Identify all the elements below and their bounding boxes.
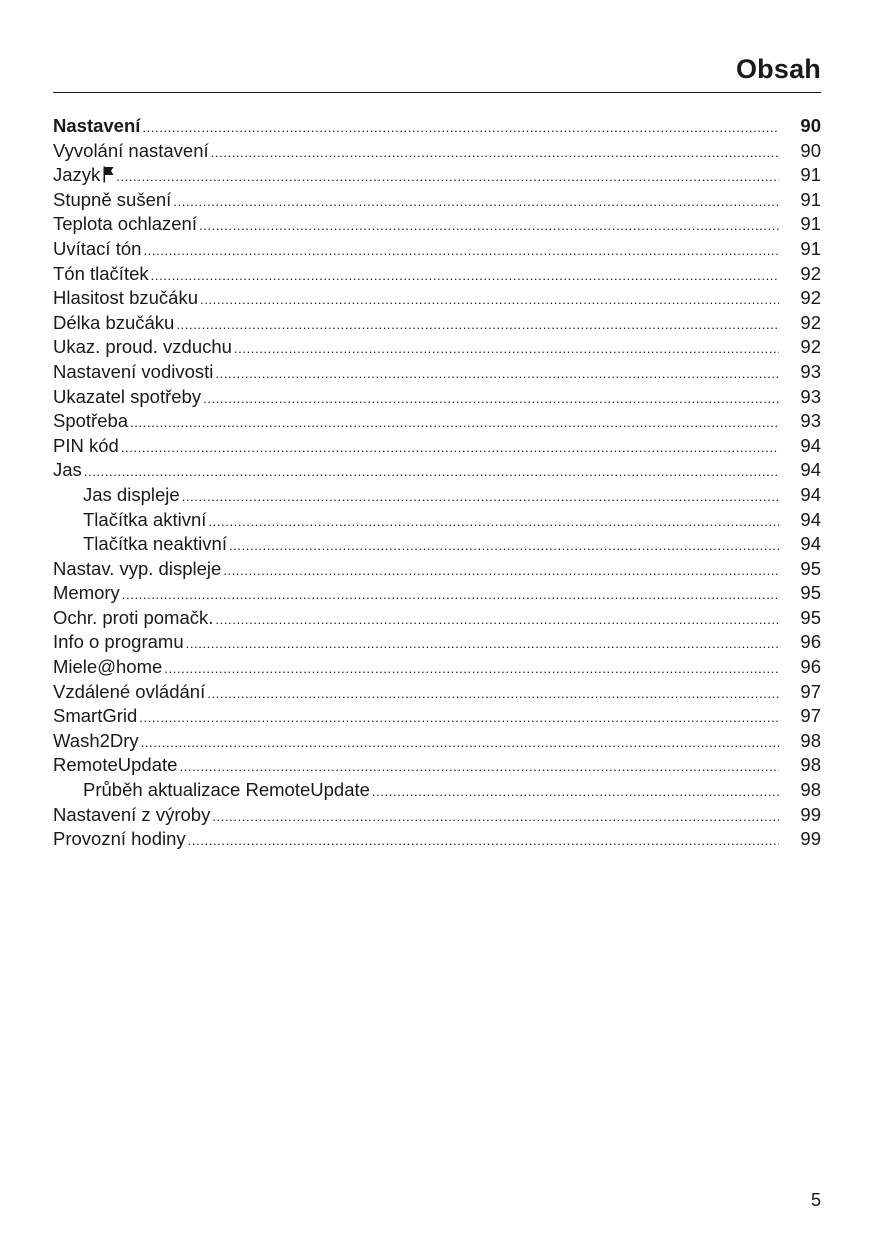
toc-entry[interactable] <box>53 532 821 557</box>
toc-entry-page: 93 <box>800 360 821 382</box>
toc-entry-page: 93 <box>800 410 821 432</box>
toc-entry-text: PIN kód <box>53 434 119 456</box>
toc-leader-dots <box>176 313 779 338</box>
toc-entry-text: Teplota ochlazení <box>53 213 197 235</box>
toc-entry-text: Jas <box>53 459 82 481</box>
toc-entry-page: 95 <box>800 582 821 604</box>
toc-entry-text: Wash2Dry <box>53 729 139 751</box>
toc-entry-label <box>53 680 205 705</box>
toc-entry-label <box>53 753 177 778</box>
toc-leader-dots <box>139 706 779 731</box>
toc-entry-text: Nastavení <box>53 115 141 136</box>
toc-leader-dots <box>203 387 779 412</box>
toc-entry-page: 99 <box>800 803 821 825</box>
toc-leader-dots <box>164 657 779 682</box>
toc-entry-page: 90 <box>800 139 821 161</box>
toc-entry-text: Délka bzučáku <box>53 311 175 333</box>
toc-entry-text: Tlačítka aktivní <box>83 508 207 530</box>
toc-entry[interactable] <box>53 655 821 680</box>
toc-leader-dots <box>208 510 779 535</box>
toc-entry-label <box>53 606 213 631</box>
toc-entry[interactable] <box>53 311 821 336</box>
toc-entry-page: 94 <box>800 483 821 505</box>
toc-entry-label <box>53 311 174 336</box>
toc-entry-page: 94 <box>800 434 821 456</box>
toc-leader-dots <box>151 264 779 289</box>
toc-entry-page: 96 <box>800 631 821 653</box>
toc-leader-dots <box>179 755 779 780</box>
toc-leader-dots <box>234 337 779 362</box>
toc-leader-dots <box>142 116 779 141</box>
toc-entry-label <box>53 630 184 655</box>
toc-leader-dots <box>372 780 779 805</box>
toc-entry[interactable] <box>53 606 821 631</box>
toc-entry-label <box>53 212 197 237</box>
toc-entry-label <box>53 655 162 680</box>
page-title: Obsah <box>735 54 821 84</box>
toc-entry-page: 95 <box>800 606 821 628</box>
toc-entry[interactable] <box>53 385 821 410</box>
page-header <box>53 50 821 93</box>
page-number: 5 <box>810 1190 821 1210</box>
toc-entry-text: Průběh aktualizace RemoteUpdate <box>83 779 370 801</box>
toc-entry-page: 91 <box>800 188 821 210</box>
toc-entry[interactable] <box>53 508 821 533</box>
toc-entry-label <box>53 532 227 557</box>
toc-entry-page: 94 <box>800 459 821 481</box>
toc-entry-page: 92 <box>800 287 821 309</box>
toc-entry-label <box>53 360 213 385</box>
toc-leader-dots <box>188 829 779 854</box>
toc-leader-dots <box>143 239 779 264</box>
toc-entry-text: Provozní hodiny <box>53 828 186 850</box>
toc-entry-page: 97 <box>800 705 821 727</box>
toc-entry-page: 91 <box>800 213 821 235</box>
toc-entry-text: Nastav. vyp. displeje <box>53 557 222 579</box>
toc-entry[interactable] <box>53 114 821 139</box>
toc-leader-dots <box>182 485 779 510</box>
toc-leader-dots <box>84 460 779 485</box>
toc-entry[interactable] <box>53 237 821 262</box>
toc-entry-page: 92 <box>800 262 821 284</box>
toc-entry-text: Ukaz. proud. vzduchu <box>53 336 232 358</box>
toc-entry-label <box>53 188 171 213</box>
toc-entry-label <box>53 385 201 410</box>
toc-entry[interactable] <box>53 630 821 655</box>
toc-entry-text: Ochr. proti pomačk. <box>53 606 214 628</box>
toc-leader-dots <box>211 141 779 166</box>
toc-entry-text: SmartGrid <box>53 705 138 727</box>
toc-leader-dots <box>215 362 779 387</box>
toc-entry-text: Jazyk <box>53 164 101 186</box>
toc-leader-dots <box>223 559 779 584</box>
toc-entry-text: Vyvolání nastavení <box>53 139 209 161</box>
toc-entry[interactable] <box>53 680 821 705</box>
toc-entry-label <box>53 335 232 360</box>
toc-entry[interactable] <box>53 557 821 582</box>
toc-entry-text: Tlačítka neaktivní <box>83 533 227 555</box>
toc-entry-text: Nastavení vodivosti <box>53 360 214 382</box>
toc-entry-text: Info o programu <box>53 631 184 653</box>
toc-entry-text: Memory <box>53 582 120 604</box>
toc-entry-label <box>53 729 139 754</box>
toc-entry-page: 92 <box>800 336 821 358</box>
toc-entry-page: 97 <box>800 680 821 702</box>
toc-entry-label <box>53 483 180 508</box>
toc-entry-page: 91 <box>800 237 821 259</box>
toc-leader-dots <box>199 214 779 239</box>
table-of-contents <box>53 114 821 852</box>
toc-entry-label <box>53 409 128 434</box>
toc-entry-page: 96 <box>800 656 821 678</box>
toc-leader-dots <box>186 632 779 657</box>
toc-entry-text: RemoteUpdate <box>53 754 178 776</box>
toc-entry-label <box>53 139 209 164</box>
toc-entry-label <box>53 237 141 262</box>
toc-entry[interactable] <box>53 360 821 385</box>
toc-entry[interactable] <box>53 803 821 828</box>
toc-entry-text: Hlasitost bzučáku <box>53 287 198 309</box>
toc-entry[interactable] <box>53 581 821 606</box>
toc-entry-label <box>53 704 137 729</box>
toc-entry[interactable] <box>53 827 821 852</box>
toc-entry-label <box>53 458 82 483</box>
toc-leader-dots <box>229 534 779 559</box>
toc-leader-dots <box>173 190 779 215</box>
toc-entry-text: Ukazatel spotřeby <box>53 385 202 407</box>
toc-entry-text: Vzdálené ovládání <box>53 680 206 702</box>
toc-entry-label <box>53 581 120 606</box>
toc-entry-page: 98 <box>800 779 821 801</box>
flag-icon <box>103 166 114 183</box>
toc-leader-dots <box>116 165 779 190</box>
toc-entry[interactable] <box>53 753 821 778</box>
toc-entry-page: 91 <box>800 164 821 186</box>
toc-entry-label <box>53 262 149 287</box>
toc-entry-page: 98 <box>800 729 821 751</box>
toc-leader-dots <box>141 731 779 756</box>
toc-leader-dots <box>212 805 779 830</box>
toc-leader-dots <box>130 411 779 436</box>
toc-entry-text: Miele@home <box>53 656 163 678</box>
toc-entry-page: 94 <box>800 533 821 555</box>
toc-entry-text: Stupně sušení <box>53 188 172 210</box>
toc-leader-dots <box>207 682 779 707</box>
toc-entry[interactable] <box>53 139 821 164</box>
toc-entry-page: 95 <box>800 557 821 579</box>
toc-entry-page: 90 <box>800 115 821 136</box>
toc-entry[interactable] <box>53 729 821 754</box>
toc-entry-label <box>53 803 210 828</box>
toc-entry-label <box>53 827 186 852</box>
toc-leader-dots <box>121 436 779 461</box>
toc-entry[interactable] <box>53 262 821 287</box>
toc-entry-text: Jas displeje <box>83 483 180 505</box>
toc-entry-text: Tón tlačítek <box>53 262 149 284</box>
toc-entry-page: 99 <box>800 828 821 850</box>
toc-leader-dots <box>122 583 779 608</box>
toc-entry-text: Uvítací tón <box>53 237 142 259</box>
toc-entry-page: 92 <box>800 311 821 333</box>
toc-entry-label <box>53 508 206 533</box>
toc-entry-label <box>53 114 140 139</box>
toc-entry[interactable] <box>53 704 821 729</box>
toc-entry[interactable] <box>53 163 821 188</box>
toc-entry-page: 94 <box>800 508 821 530</box>
toc-entry[interactable] <box>53 434 821 459</box>
toc-entry-page: 93 <box>800 385 821 407</box>
toc-entry-label <box>53 434 119 459</box>
toc-entry-page: 98 <box>800 754 821 776</box>
toc-leader-dots <box>200 288 779 313</box>
toc-entry-label <box>53 163 114 188</box>
toc-leader-dots <box>215 608 779 633</box>
toc-entry-label <box>53 557 221 582</box>
toc-entry[interactable] <box>53 335 821 360</box>
toc-entry[interactable] <box>53 286 821 311</box>
toc-entry-label <box>53 286 198 311</box>
toc-entry[interactable] <box>53 409 821 434</box>
toc-entry[interactable] <box>53 458 821 483</box>
toc-entry-text: Nastavení z výroby <box>53 803 211 825</box>
toc-entry-label <box>53 778 370 803</box>
toc-entry[interactable] <box>53 778 821 803</box>
toc-entry-text: Spotřeba <box>53 410 129 432</box>
toc-entry[interactable] <box>53 212 821 237</box>
toc-entry[interactable] <box>53 483 821 508</box>
toc-entry[interactable] <box>53 188 821 213</box>
